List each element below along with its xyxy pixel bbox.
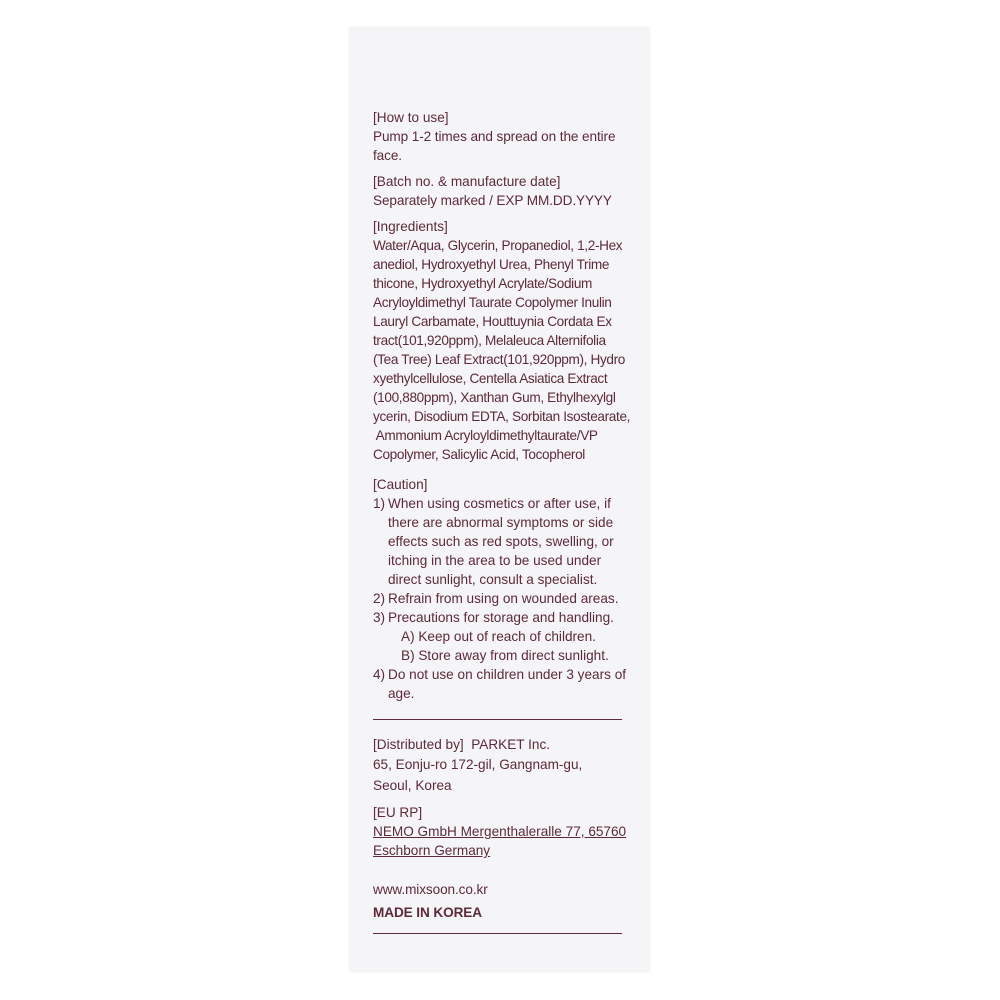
distributor-name: PARKET Inc. — [471, 737, 551, 752]
eu-rp-address — [373, 822, 635, 860]
caution-line: itching in the area to be used under — [388, 553, 602, 568]
caution-section — [373, 475, 635, 703]
caution-item-1 — [373, 494, 635, 589]
caution-item-number: 2) — [373, 591, 386, 606]
caution-item-3 — [373, 608, 635, 665]
caution-line: Do not use on children under 3 years of — [388, 667, 627, 682]
ingredients-line: xyethylcellulose, Centella Asiatica Extract — [373, 371, 608, 386]
ingredients-line: anediol, Hydroxyethyl Urea, Phenyl Trime — [373, 257, 610, 272]
made-in-text: MADE IN KOREA — [373, 905, 482, 920]
caution-item-2 — [373, 589, 635, 608]
divider-top — [373, 719, 622, 720]
address-line: Seoul, Korea — [373, 778, 452, 793]
how-to-use-line: Pump 1-2 times and spread on the entire — [373, 129, 616, 144]
address-line: 65, Eonju-ro 172-gil, Gangnam-gu, — [373, 757, 583, 772]
caution-item-text — [388, 494, 635, 589]
eu-rp-section — [373, 803, 635, 860]
caution-item-number: 3) — [373, 610, 386, 625]
batch-text: Separately marked / EXP MM.DD.YYYY — [373, 193, 612, 208]
divider-bottom — [373, 933, 622, 934]
distributor-section — [373, 735, 635, 796]
ingredients-line: (100,880ppm), Xanthan Gum, Ethylhexylgl — [373, 390, 616, 405]
caution-line: effects such as red spots, swelling, or — [388, 534, 614, 549]
label-content — [373, 108, 635, 934]
caution-line: there are abnormal symptoms or side — [388, 515, 614, 530]
how-to-use-section — [373, 108, 635, 165]
ingredients-line: ycerin, Disodium EDTA, Sorbitan Isostearate, — [373, 409, 631, 424]
batch-heading: [Batch no. & manufacture date] — [373, 174, 561, 189]
how-to-use-heading: [How to use] — [373, 110, 449, 125]
eu-rp-heading: [EU RP] — [373, 805, 423, 820]
website-text: www.mixsoon.co.kr — [373, 882, 488, 897]
ingredients-line: Lauryl Carbamate, Houttuynia Cordata Ex — [373, 314, 612, 329]
caution-heading: [Caution] — [373, 477, 428, 492]
distributor-address — [373, 754, 635, 796]
caution-line: When using cosmetics or after use, if — [388, 496, 611, 511]
caution-item-number: 1) — [373, 496, 386, 511]
distributor-line — [373, 735, 635, 754]
caution-item-text: Refrain from using on wounded areas. — [388, 591, 619, 606]
caution-line: age. — [388, 686, 415, 701]
ingredients-line: Copolymer, Salicylic Acid, Tocopherol — [373, 447, 585, 462]
ingredients-heading: [Ingredients] — [373, 219, 448, 234]
ingredients-line: thicone, Hydroxyethyl Acrylate/Sodium — [373, 276, 593, 291]
caution-item-text: Precautions for storage and handling. — [388, 610, 614, 625]
ingredients-line: tract(101,920ppm), Melaleuca Alternifolia — [373, 333, 606, 348]
caution-subitem-b: B) Store away from direct sunlight. — [401, 648, 609, 663]
batch-section — [373, 172, 635, 210]
caution-item-number: 4) — [373, 667, 386, 682]
eu-rp-line: NEMO GmbH Mergenthaleralle 77, 65760 — [373, 824, 627, 839]
caution-item-4 — [373, 665, 635, 703]
eu-rp-line: Eschborn Germany — [373, 843, 491, 858]
ingredients-line: Ammonium Acryloyldimethyltaurate/VP — [373, 428, 598, 443]
ingredients-list — [373, 236, 635, 464]
caution-subitem-a: A) Keep out of reach of children. — [401, 629, 596, 644]
ingredients-line: Water/Aqua, Glycerin, Propanediol, 1,2-Hex — [373, 238, 623, 253]
ingredients-line: (Tea Tree) Leaf Extract(101,920ppm), Hydro — [373, 352, 626, 367]
caution-line: direct sunlight, consult a specialist. — [388, 572, 598, 587]
how-to-use-line: face. — [373, 148, 402, 163]
ingredients-section — [373, 217, 635, 464]
ingredients-line: Acryloyldimethyl Taurate Copolymer Inulin — [373, 295, 612, 310]
distributor-label: [Distributed by] — [373, 737, 464, 752]
